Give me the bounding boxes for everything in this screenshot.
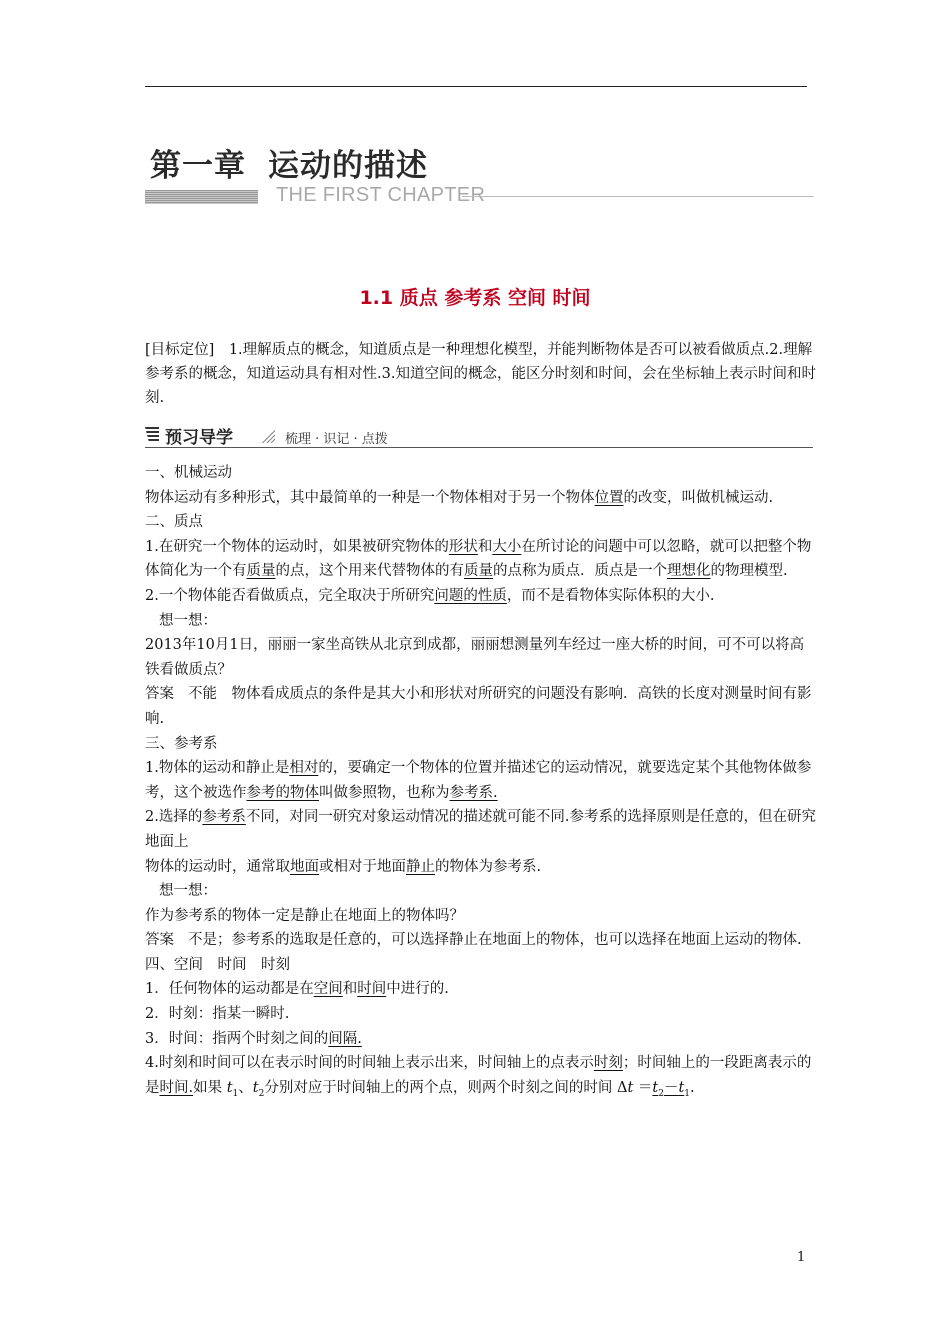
paragraph: 4.时刻和时间可以在表示时间的时间轴上表示出来，时间轴上的点表示时刻；时间轴上的一段距离表示的是时间.如果 $t_1$、$t_2$分别对应于时间轴上的两个点，则两个时刻之间的时间 $\Delta t =t_2-t_1$. — [145, 1055, 812, 1099]
paragraph: 1.物体的运动和静止是相对的，要确定一个物体的位置并描述它的运动情况，就要选定某个其他物体做参考，这个被选作参考的物体叫做参照物，也称为参考系. — [145, 760, 812, 801]
learning-goals — [145, 338, 817, 410]
section-title: 1.1 质点 参考系 空间 时间 — [359, 287, 591, 309]
paragraph: 1.在研究一个物体的运动时，如果被研究物体的形状和大小在所讨论的问题中可以忽略，就可以把整个物体简化为一个有质量的点，这个用来代替物体的有质量的点称为质点．质点是一个理想化的物理模型. — [145, 538, 812, 580]
answer: 答案 不能 物体看成质点的条件是其大小和形状对所研究的问题没有影响．高铁的长度对测量时间有影响. — [145, 686, 812, 727]
question: 2013年10月1日，丽丽一家坐高铁从北京到成都，丽丽想测量列车经过一座大桥的时间，可不可以将高铁看做质点？ — [145, 637, 805, 678]
paragraph: 2.一个物体能否看做质点，完全取决于所研究问题的性质，而不是看物体实际体积的大小. — [145, 587, 715, 604]
answer-label: 答案 — [145, 686, 174, 703]
banner-label: 预习导学 — [165, 428, 233, 448]
chapter-title — [150, 140, 428, 185]
paragraph: 1．任何物体的运动都是在空间和时间中进行的. — [145, 981, 449, 998]
chapter-number: 第一章 — [150, 148, 246, 184]
content-body — [145, 461, 817, 1106]
paragraph: 3．时间：指两个时刻之间的间隔. — [145, 1030, 362, 1047]
answer: 答案 不是；参考系的选取是任意的，可以选择静止在地面上的物体，也可以选择在地面上运动的物体. — [145, 932, 802, 949]
paragraph: 物体的运动时，通常取地面或相对于地面静止的物体为参考系. — [145, 858, 542, 875]
heading-space-time: 四、空间 时间 时刻 — [145, 956, 290, 973]
banner-hatch-icon — [259, 429, 275, 443]
banner-stripe-icon — [145, 427, 159, 443]
think-label: 想一想： — [159, 612, 217, 629]
paragraph: 2．时刻：指某一瞬时. — [145, 1006, 290, 1023]
chapter-english-rule — [462, 196, 814, 197]
heading-particle: 二、质点 — [145, 514, 203, 531]
chapter-decor-bar — [145, 190, 258, 204]
heading-reference-frame: 三、参考系 — [145, 735, 218, 752]
question: 作为参考系的物体一定是静止在地面上的物体吗？ — [145, 907, 464, 924]
heading-mechanical-motion: 一、机械运动 — [145, 465, 232, 481]
goals-text: 1.理解质点的概念，知道质点是一种理想化模型，并能判断物体是否可以被看做质点.2.理解参考系的概念，知道运动具有相对性.3.知道空间的概念，能区分时刻和时间，会在坐标轴上表示时间和时刻. — [145, 342, 816, 406]
paragraph: 2.选择的参考系不同，对同一研究对象运动情况的描述就可能不同.参考系的选择原则是任意的，但在研究地面上 — [145, 809, 816, 850]
preview-banner — [145, 425, 813, 449]
banner-rule — [145, 447, 813, 448]
banner-subtitle: 梳理 · 识记 · 点拨 — [285, 432, 388, 447]
chapter-english-title: THE FIRST CHAPTER — [276, 184, 486, 206]
answer-label: 答案 — [145, 932, 174, 949]
top-rule — [145, 86, 807, 87]
page-number: 1 — [797, 1250, 806, 1265]
paragraph: 物体运动有多种形式，其中最简单的一种是一个物体相对于另一个物体位置的改变，叫做机械运动. — [145, 489, 774, 506]
think-label: 想一想： — [159, 883, 217, 900]
goals-label: [目标定位] — [145, 342, 215, 358]
chapter-name: 运动的描述 — [268, 148, 428, 184]
